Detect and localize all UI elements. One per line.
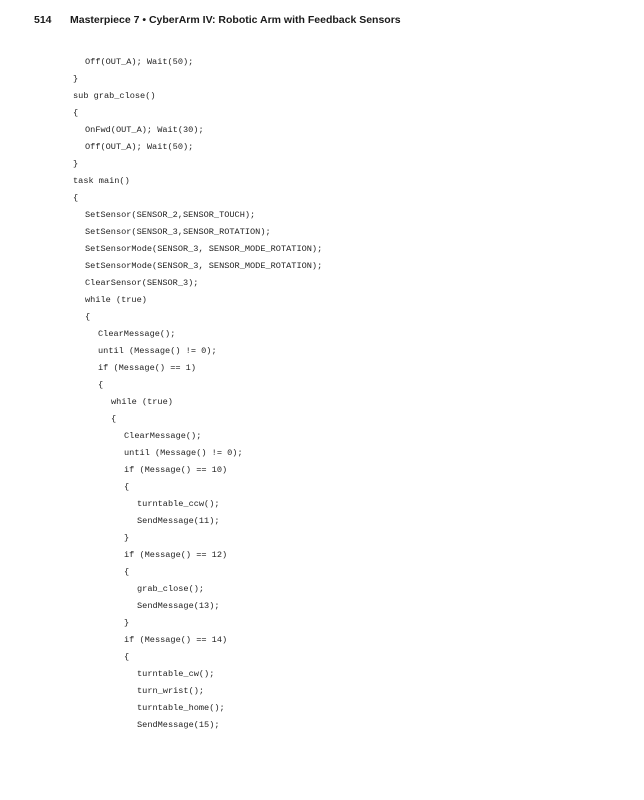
code-line: { [73, 193, 79, 203]
code-line: until (Message() != 0); [124, 448, 243, 458]
code-line: sub grab_close() [73, 91, 156, 101]
code-line: until (Message() != 0); [98, 346, 217, 356]
code-line: SendMessage(15); [137, 720, 220, 730]
code-listing [73, 54, 322, 734]
code-line: { [73, 108, 79, 118]
code-line: SendMessage(11); [137, 516, 220, 526]
code-line: } [124, 618, 130, 628]
code-line: grab_close(); [137, 584, 205, 594]
code-line: SetSensorMode(SENSOR_3, SENSOR_MODE_ROTATION); [85, 261, 323, 271]
code-line: if (Message() == 14) [124, 635, 228, 645]
code-line: } [73, 74, 79, 84]
code-line: while (true) [85, 295, 147, 305]
code-line: turntable_home(); [137, 703, 225, 713]
code-line: turn_wrist(); [137, 686, 205, 696]
code-line: Off(OUT_A); Wait(50); [85, 57, 194, 67]
running-title: Masterpiece 7 • CyberArm IV: Robotic Arm with Feedback Sensors [70, 14, 401, 26]
code-line: task main() [73, 176, 130, 186]
code-line: { [124, 652, 130, 662]
code-line: Off(OUT_A); Wait(50); [85, 142, 194, 152]
code-line: { [98, 380, 104, 390]
page-header [34, 14, 401, 32]
code-line: SetSensorMode(SENSOR_3, SENSOR_MODE_ROTATION); [85, 244, 323, 254]
code-line: if (Message() == 10) [124, 465, 228, 475]
code-line: SetSensor(SENSOR_3,SENSOR_ROTATION); [85, 227, 271, 237]
code-line: ClearMessage(); [124, 431, 202, 441]
code-line: if (Message() == 1) [98, 363, 196, 373]
code-line: turntable_cw(); [137, 669, 215, 679]
code-line: { [124, 567, 130, 577]
code-line: SetSensor(SENSOR_2,SENSOR_TOUCH); [85, 210, 256, 220]
code-line: } [124, 533, 130, 543]
code-line: ClearSensor(SENSOR_3); [85, 278, 199, 288]
code-line: { [111, 414, 117, 424]
page-number: 514 [34, 14, 52, 26]
code-line: { [85, 312, 91, 322]
code-line: turntable_ccw(); [137, 499, 220, 509]
code-line: while (true) [111, 397, 173, 407]
code-line: if (Message() == 12) [124, 550, 228, 560]
code-line: ClearMessage(); [98, 329, 176, 339]
code-line: SendMessage(13); [137, 601, 220, 611]
code-line: } [73, 159, 79, 169]
code-line: OnFwd(OUT_A); Wait(30); [85, 125, 204, 135]
code-line: { [124, 482, 130, 492]
